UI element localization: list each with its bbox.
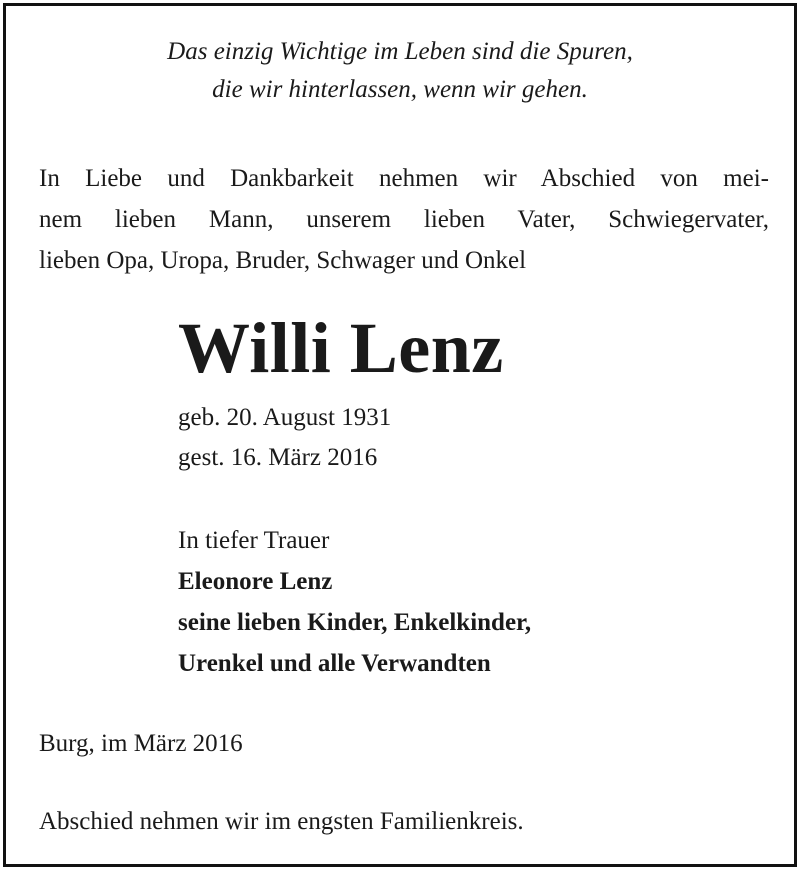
spouse-name: Eleonore Lenz xyxy=(178,568,333,595)
life-dates xyxy=(178,398,391,478)
motto-line-2: die wir hinterlassen, wenn wir gehen. xyxy=(212,76,588,103)
closing-note: Abschied nehmen wir im engsten Familienkreis. xyxy=(39,808,524,835)
family-line-2: Urenkel und alle Verwandten xyxy=(178,650,491,677)
intro-line-3: lieben Opa, Uropa, Bruder, Schwager und Onkel xyxy=(39,247,527,274)
family-line-1: seine lieben Kinder, Enkelkinder, xyxy=(178,609,532,636)
motto-line-1: Das einzig Wichtige im Leben sind die Spuren, xyxy=(167,38,633,65)
motto-quote xyxy=(6,33,794,109)
intro-line-2: nem lieben Mann, unserem lieben Vater, Schwiegervater, xyxy=(39,206,769,233)
intro-line-1: In Liebe und Dankbarkeit nehmen wir Abschied von mei- xyxy=(39,165,769,192)
death-date: gest. 16. März 2016 xyxy=(178,444,378,471)
intro-text xyxy=(39,158,769,281)
mourners-block xyxy=(178,520,531,684)
birth-date: geb. 20. August 1931 xyxy=(178,404,392,431)
place-date: Burg, im März 2016 xyxy=(39,730,243,757)
deceased-name: Willi Lenz xyxy=(178,308,504,388)
obituary-notice xyxy=(3,3,797,867)
mourning-heading: In tiefer Trauer xyxy=(178,527,330,554)
